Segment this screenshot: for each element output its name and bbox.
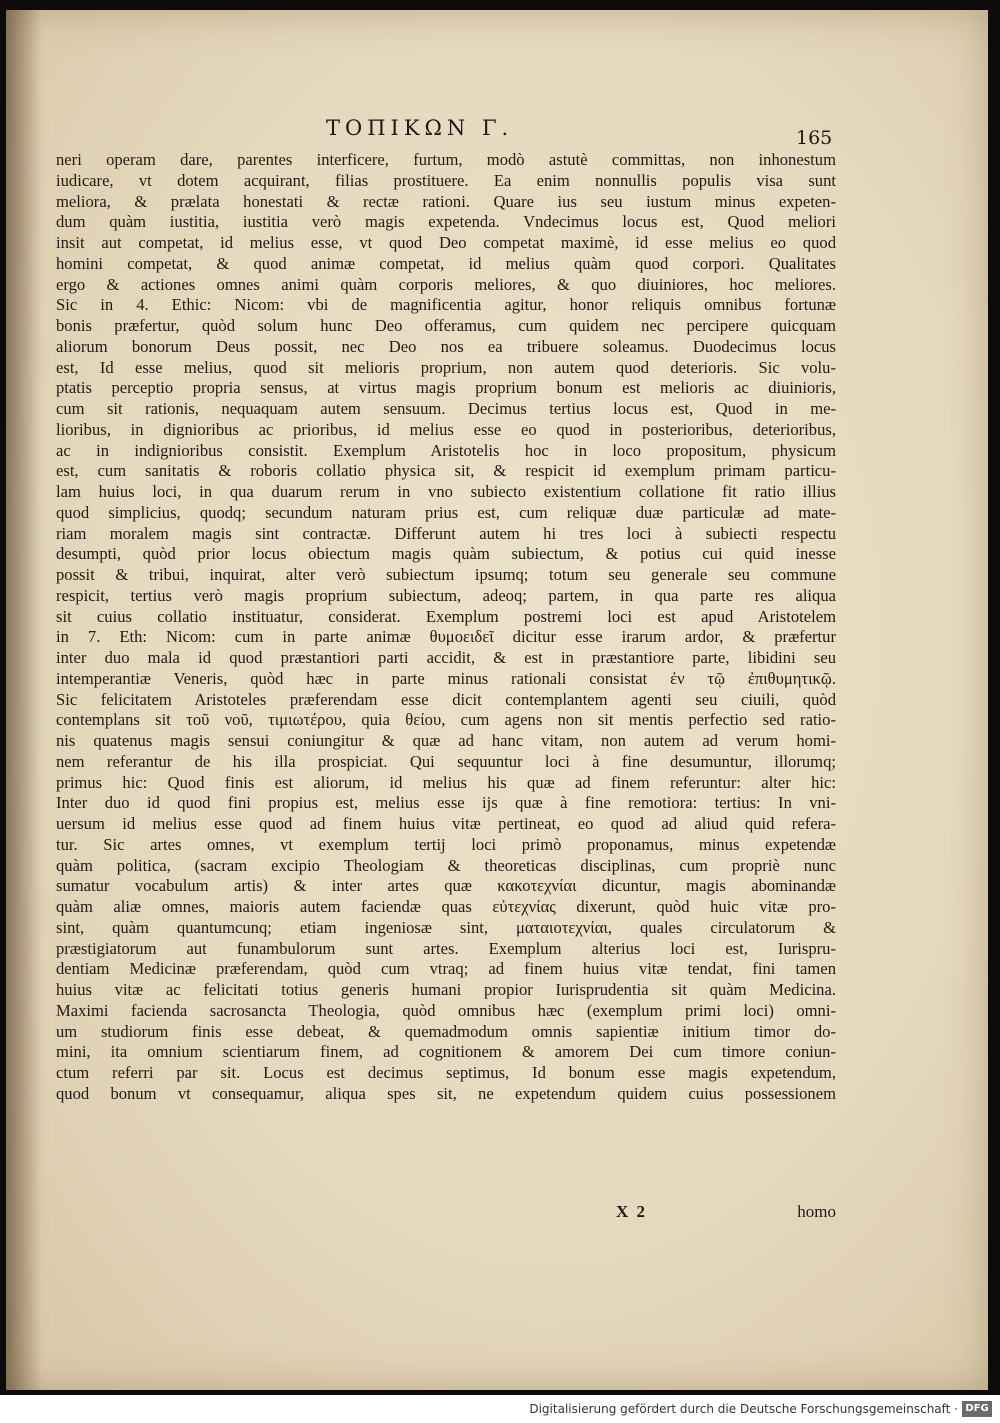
text-line: dum quàm iustitia, iustitia verò magis expetenda. Vndecimus locus est, Quod meliori bbox=[56, 212, 836, 232]
text-line: quàm aliæ omnes, maioris autem faciendæ quas εὐτεχνίας dixerunt, quòd huic vitæ pro- bbox=[56, 897, 836, 916]
text-line: contemplans sit τοῦ νοῦ, τιμιωτέρου, quia θείου, cum agens non sit mentis perfectio sed ratio- bbox=[56, 710, 836, 730]
text-line: dentiam Medicinæ præferendam, quòd cum vtraq; ad finem huius vitæ tendat, fini tamen bbox=[56, 959, 836, 979]
gutter-shadow bbox=[6, 10, 42, 1390]
text-line: mini, ita omnium scientiarum finem, ad cognitionem & amorem Dei cum timore coniun- bbox=[56, 1042, 836, 1062]
catchword: homo bbox=[797, 1202, 836, 1221]
text-line: sit cuius collatio instituatur, considerat. Exemplum postremi loci est apud Aristotelem bbox=[56, 606, 836, 626]
text-line: lam huius loci, in qua duarum rerum in vno subiecto existentium collatione fit ratio illius bbox=[56, 482, 836, 501]
text-line: possit & tribui, inquirat, alter verò subiectum ipsumq; totum seu generale seu commune bbox=[56, 565, 836, 584]
text-line: um studiorum finis esse debeat, & quemadmodum omnis sapientiæ initium timor do- bbox=[56, 1021, 836, 1041]
text-line: ctum referri par sit. Locus est decimus septimus, Id bonum esse magis expetendum, bbox=[56, 1063, 836, 1082]
text-line: primus hic: Quod finis est aliorum, id melius his quæ ad finem referuntur: alter hic: bbox=[56, 772, 836, 792]
text-line: cum sit rationis, nequaquam autem sensuum. Decimus tertius locus est, Quod in me- bbox=[56, 399, 836, 418]
text-line: huius vitæ ac felicitati totius generis humani propior Iurisprudentia sit quàm Medicina. bbox=[56, 980, 836, 999]
text-line: inter duo mala id quod præstantiori parti accidit, & est in præstantiore parte, libidini seu bbox=[56, 648, 836, 667]
book-page bbox=[6, 10, 988, 1390]
text-line: est, cum sanitatis & roboris collatio physica sit, & respicit id exemplum primam particu- bbox=[56, 461, 836, 481]
text-line: sumatur vocabulum artis) & inter artes quæ κακοτεχνίαι dicuntur, magis abominandæ bbox=[56, 876, 836, 896]
text-line: sint, quàm quantumcunq; etiam ingeniosæ sint, ματαιοτεχνίαι, quales circulatorum & bbox=[56, 917, 836, 937]
text-line: bonis præfertur, quòd solum hunc Deo offeramus, cum quidem nec percipere quicquam bbox=[56, 316, 836, 335]
text-line: quàm politica, (sacram excipio Theologiam & theoreticas disciplinas, cum propriè nunc bbox=[56, 855, 836, 875]
signature-mark: X 2 bbox=[616, 1202, 648, 1221]
text-line: neri operam dare, parentes interficere, furtum, modò astutè committas, non inhonestum bbox=[56, 150, 836, 169]
text-line: uersum id melius esse quod ad finem huius vitæ pertineat, eo quod ad aliud quid refera- bbox=[56, 814, 836, 833]
dfg-credit-text: Digitalisierung gefördert durch die Deutsche Forschungsgemeinschaft · bbox=[529, 1402, 958, 1416]
page-number: 165 bbox=[796, 127, 833, 149]
text-line: nem referantur de his illa prospiciat. Qui sequuntur loci à fine desumuntur, illorumq; bbox=[56, 751, 836, 771]
dfg-footer-bar bbox=[0, 1395, 1000, 1423]
text-line: ac in indignioribus consistit. Exemplum Aristotelis hoc in loco propositum, physicum bbox=[56, 440, 836, 460]
text-line: meliora, & prælata honestati & rectæ rationi. Quare ius seu iustum minus expeten- bbox=[56, 191, 836, 211]
text-line: est, Id esse melius, quod sit melioris proprium, non autem quod deterioris. Sic volu- bbox=[56, 357, 836, 377]
text-line: Maximi facienda sacrosancta Theologia, quòd omnibus hæc (exemplum primi loci) omni- bbox=[56, 1000, 836, 1020]
text-line: respicit, tertius verò magis proprium subiectum, adeoq; partem, in qua parte res aliqua bbox=[56, 585, 836, 605]
text-line: in 7. Eth: Nicom: cum in parte animæ θυμοειδεῖ dicitur esse irarum ardor, & præfertur bbox=[56, 627, 836, 647]
text-line: ergo & actiones omnes animi quàm corporis meliores, & quo diuiniores, hoc meliores. bbox=[56, 274, 836, 294]
text-line: quod bonum vt consequamur, aliqua spes sit, ne expetendum quidem cuius possessionem bbox=[56, 1083, 836, 1103]
text-line: Sic felicitatem Aristoteles præferendam esse dicit contemplantem agenti seu ciuili, quòd bbox=[56, 689, 836, 709]
text-line: riam moralem magis sint contractæ. Differunt autem hi tres loci à subiecti respectu bbox=[56, 523, 836, 543]
text-line: homini competat, & quod animæ competat, id melius quàm quod corpori. Qualitates bbox=[56, 253, 836, 273]
text-line: quod simplicius, quodq; secundum naturam prius est, cum reliquæ duæ particulæ ad mate- bbox=[56, 502, 836, 522]
text-line: nis quatenus magis sensui coniungitur & quæ ad hanc vitam, non autem ad verum homi- bbox=[56, 731, 836, 750]
text-line: præstigiatorum aut funambulorum sunt artes. Exemplum alterius loci est, Iurispru- bbox=[56, 938, 836, 958]
text-line: lioribus, in dignioribus ac prioribus, id melius esse eo quod in posterioribus, deterioribus, bbox=[56, 419, 836, 439]
text-line: desumpti, quòd prior locus obiectum magis quàm subiectum, & potius cui quid inesse bbox=[56, 544, 836, 564]
text-line: aliorum bonorum Deus possit, nec Deo nos ea tribuere soleamus. Duodecimus locus bbox=[56, 336, 836, 356]
text-line: Inter duo id quod fini propius est, melius esse ijs quæ à fine remotiora: tertius: In vni- bbox=[56, 793, 836, 813]
page-footer bbox=[56, 1202, 836, 1226]
text-line: insit aut competat, id melius esse, vt quod Deo competat maximè, id esse melius eo quod bbox=[56, 233, 836, 252]
text-line: ptatis perceptio propria sensus, at virtus magis proprium bonum est melioris ac diuinioris, bbox=[56, 378, 836, 398]
running-head: ΤΟΠΙΚΩΝ Γ. bbox=[326, 116, 514, 140]
text-line: Sic in 4. Ethic: Nicom: vbi de magnificentia agitur, honor reliquis omnibus fortunæ bbox=[56, 295, 836, 315]
body-text bbox=[56, 150, 836, 1105]
text-line: intemperantiæ Veneris, quòd hæc in parte minus rationali consistat ἐν τῷ ἐπιθυμητικῷ. bbox=[56, 668, 836, 688]
text-line: iudicare, vt dotem acquirant, filias prostituere. Ea enim nonnullis populis visa sunt bbox=[56, 170, 836, 190]
text-line: tur. Sic artes omnes, vt exemplum tertij loci primò proponamus, minus expetendæ bbox=[56, 834, 836, 854]
dfg-logo: DFG bbox=[962, 1401, 992, 1417]
